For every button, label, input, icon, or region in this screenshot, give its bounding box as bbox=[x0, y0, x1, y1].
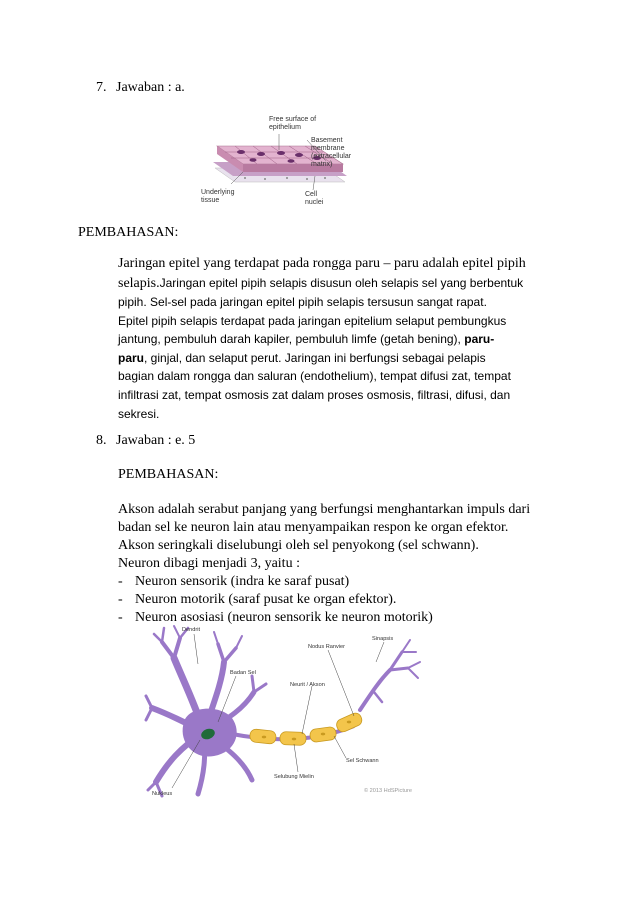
q8-answer: Jawaban : e. 5 bbox=[116, 433, 196, 448]
label-nukleus: Nukleus bbox=[152, 791, 173, 797]
label-dendrit: Dendrit bbox=[182, 627, 201, 633]
q7-answer: Jawaban : a. bbox=[116, 80, 185, 95]
q8-neuron-list bbox=[118, 573, 588, 627]
q7-line-1: Jaringan epitel yang terdapat pada rongga paru – paru adalah epitel pipih bbox=[118, 256, 526, 271]
label-sinapsis: Sinapsis bbox=[372, 636, 394, 642]
q7-line-8: infiltrasi zat, tempat osmosis zat dalam proses osmosis, filtrasi, difusi, dan bbox=[118, 387, 511, 402]
label-underlying-1: Underlying bbox=[201, 189, 235, 196]
q8-number: 8. bbox=[96, 433, 107, 448]
label-cell-1: Cell bbox=[305, 191, 318, 198]
label-underlying-2: tissue bbox=[201, 197, 220, 204]
label-neurit-akson: Neurit / Akson bbox=[290, 682, 325, 688]
q8-line-1: Akson adalah serabut panjang yang berfungsi menghantarkan impuls dari bbox=[118, 502, 531, 517]
label-basement-1: Basement bbox=[311, 137, 343, 144]
q7-line-5 bbox=[118, 330, 588, 349]
neuron-figure bbox=[144, 622, 454, 800]
label-nodus-ranvier: Nodus Ranvier bbox=[308, 644, 345, 650]
q7-line-4: Epitel pipih selapis terdapat pada jaringan epitelium selaput pembungkus bbox=[118, 313, 507, 328]
q7-line-7: bagian dalam rongga dan saluran (endothelium), tempat difusi zat, tempat bbox=[118, 369, 511, 384]
label-sel-schwann: Sel Schwann bbox=[346, 758, 379, 764]
list-dash: - bbox=[118, 574, 123, 589]
q8-pembahasan-heading: PEMBAHASAN: bbox=[118, 467, 219, 482]
q7-explanation bbox=[118, 255, 588, 423]
epithelium-figure bbox=[195, 112, 365, 210]
label-basement-4: matrix) bbox=[311, 161, 333, 168]
q7-line-2-serif: selapis. bbox=[118, 276, 160, 291]
label-free-surface-2: epithelium bbox=[269, 124, 301, 131]
list-item bbox=[118, 591, 588, 609]
q7-number: 7. bbox=[96, 80, 107, 95]
q7-pembahasan-heading: PEMBAHASAN: bbox=[78, 225, 179, 240]
list-dash: - bbox=[118, 592, 123, 607]
q8-line-2: badan sel ke neuron lain atau menyampaikan respon ke organ efektor. bbox=[118, 520, 509, 535]
list-item bbox=[118, 573, 588, 591]
q7-line-6-bold: paru bbox=[118, 350, 145, 365]
label-selubung-mielin: Selubung Mielin bbox=[274, 774, 314, 780]
q7-line-2-sans: Jaringan epitel pipih selapis disusun oleh selapis sel yang berbentuk bbox=[159, 276, 524, 290]
q7-line-6 bbox=[118, 349, 588, 368]
label-free-surface-1: Free surface of bbox=[269, 116, 317, 123]
label-basement-2: membrane bbox=[311, 145, 345, 152]
list-item-text: Neuron asosiasi (neuron sensorik ke neuron motorik) bbox=[135, 610, 433, 625]
label-cell-2: nuclei bbox=[305, 199, 324, 206]
list-dash: - bbox=[118, 610, 123, 625]
q7-line-3: pipih. Sel-sel pada jaringan epitel pipih selapis tersusun sangat rapat. bbox=[118, 295, 487, 309]
q7-line-5-prefix: jantung, pembuluh darah kapiler, pembuluh limfe (getah bening), bbox=[118, 332, 465, 347]
label-copyright: © 2013 HdSPicture bbox=[364, 788, 412, 794]
q8-line-3: Akson seringkali diselubungi oleh sel penyokong (sel schwann). bbox=[118, 538, 479, 553]
q7-line-5-bold: paru- bbox=[464, 332, 495, 347]
q8-explanation bbox=[118, 501, 588, 573]
list-item-text: Neuron sensorik (indra ke saraf pusat) bbox=[135, 574, 350, 589]
label-basement-3: (extracellular bbox=[311, 153, 352, 160]
label-badan-sel: Badan Sel bbox=[230, 670, 256, 676]
q8-line-4: Neuron dibagi menjadi 3, yaitu : bbox=[118, 556, 300, 571]
q7-line-9: sekresi. bbox=[118, 406, 160, 421]
q7-line-2 bbox=[118, 273, 588, 293]
q7-line-6-suffix: , ginjal, dan selaput perut. Jaringan ini berfungsi sebagai pelapis bbox=[144, 350, 486, 365]
list-item-text: Neuron motorik (saraf pusat ke organ efektor). bbox=[135, 592, 397, 607]
